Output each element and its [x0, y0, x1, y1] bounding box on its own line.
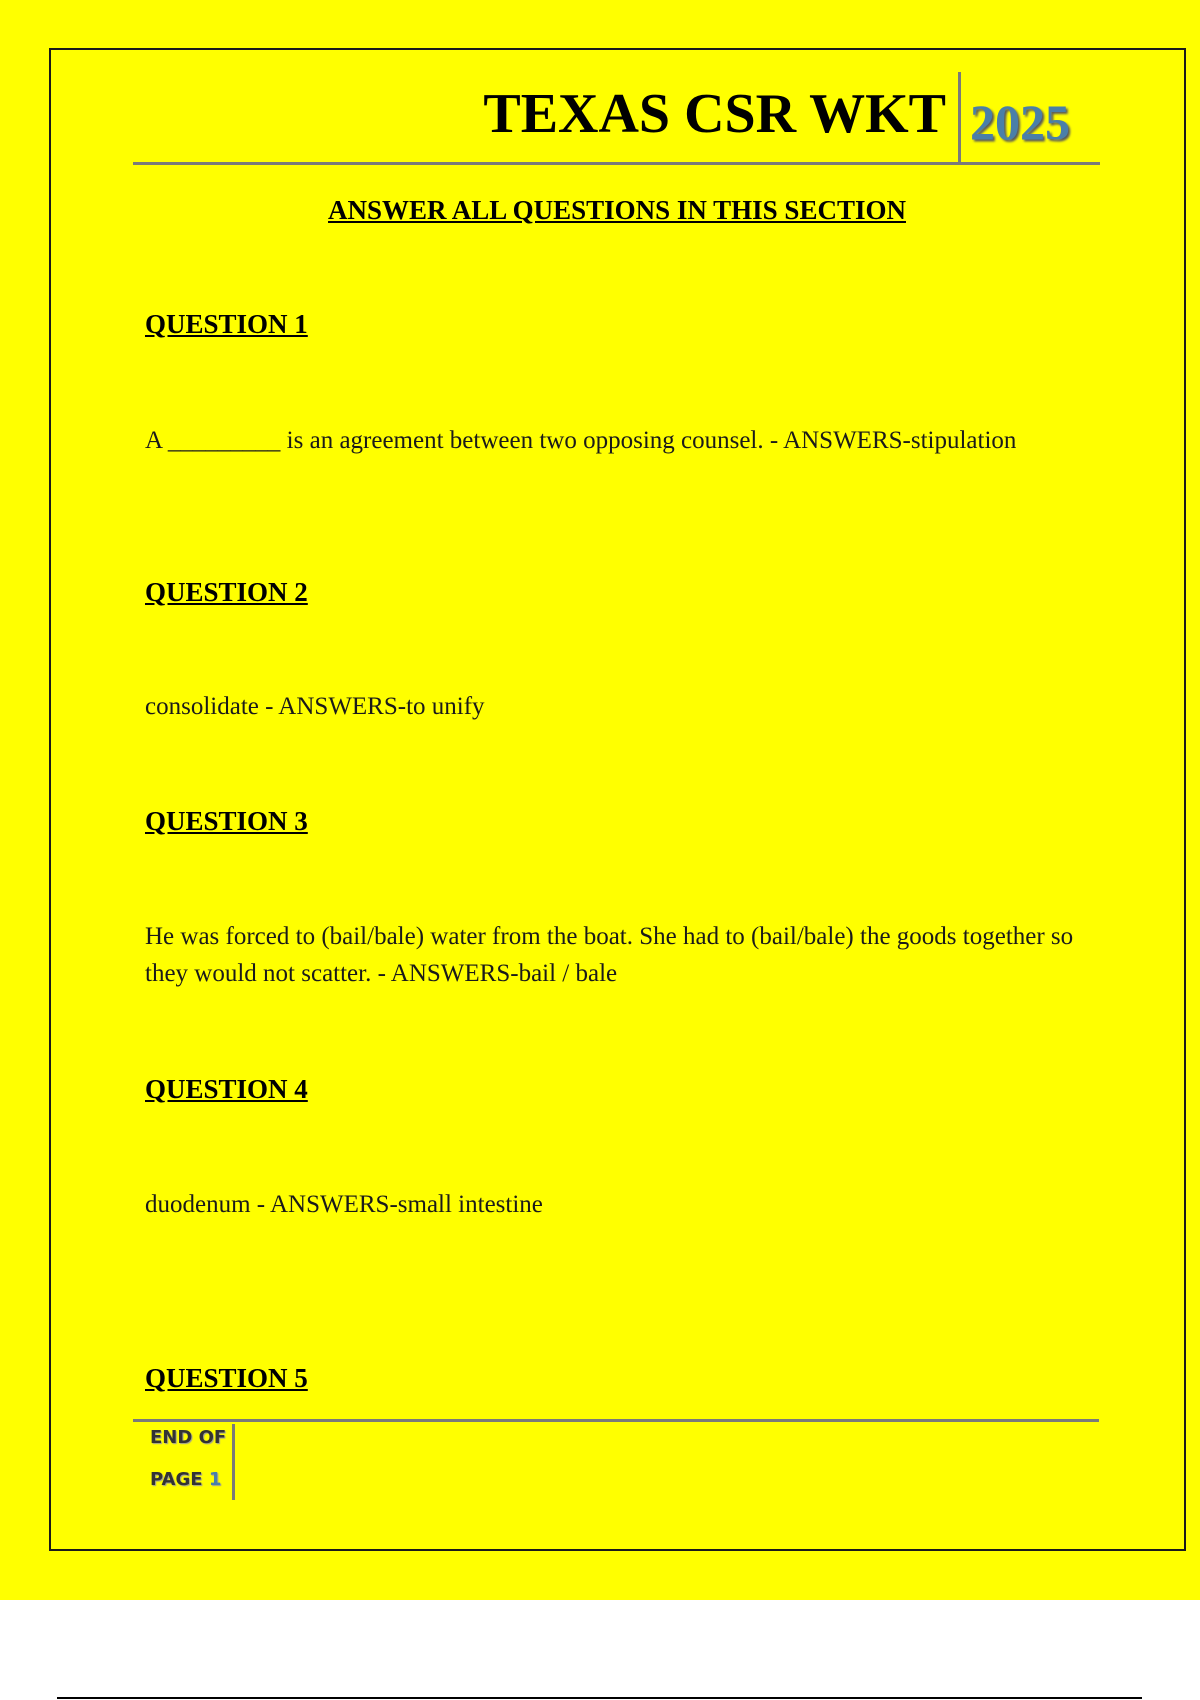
question-4-text: duodenum - ANSWERS-small intestine — [145, 1191, 543, 1218]
footer-rule — [133, 1419, 1099, 1422]
question-2-text: consolidate - ANSWERS-to unify — [145, 693, 485, 720]
question-4-heading: QUESTION 4 — [145, 1074, 308, 1104]
document-year: 2025 — [970, 94, 1070, 150]
footer-page-label — [150, 1468, 221, 1492]
question-2-heading: QUESTION 2 — [145, 577, 308, 607]
question-3-heading: QUESTION 3 — [145, 806, 308, 836]
question-5-heading: QUESTION 5 — [145, 1363, 308, 1393]
bottom-rule — [57, 1697, 1142, 1699]
question-1-heading: QUESTION 1 — [145, 309, 308, 339]
question-1-text: A _________ is an agreement between two opposing counsel. - ANSWERS-stipulation — [145, 427, 1017, 454]
header-divider — [958, 72, 961, 164]
page-border — [49, 48, 1186, 1551]
footer-page-number: 1 — [208, 1469, 222, 1490]
document-title: TEXAS CSR WKT — [483, 83, 946, 145]
question-3-text: He was forced to (bail/bale) water from the boat. She had to (bail/bale) the goods together so they would not scatter. - ANSWERS-bail / bale — [145, 923, 1074, 987]
section-title: ANSWER ALL QUESTIONS IN THIS SECTION — [328, 195, 906, 225]
footer-end-of: END OF — [150, 1427, 227, 1448]
header-rule — [133, 162, 1100, 165]
footer-divider — [232, 1424, 235, 1500]
footer-page-word: PAGE — [150, 1469, 203, 1490]
